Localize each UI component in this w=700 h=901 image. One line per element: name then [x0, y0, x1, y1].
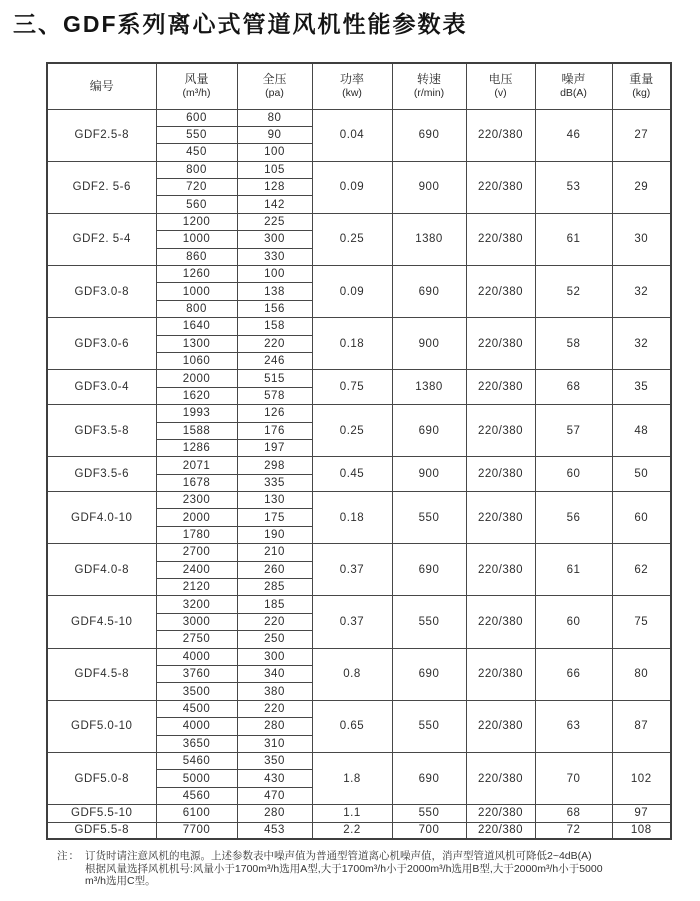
power-cell: 0.37 — [312, 596, 392, 648]
pressure-cell: 300 — [237, 231, 312, 248]
speed-cell: 900 — [392, 161, 466, 213]
pressure-cell: 335 — [237, 474, 312, 491]
pressure-cell: 197 — [237, 439, 312, 456]
table-row — [47, 109, 671, 126]
table-row — [47, 318, 671, 335]
flow-cell: 3000 — [156, 613, 237, 630]
pressure-cell: 220 — [237, 613, 312, 630]
noise-cell: 60 — [535, 457, 612, 492]
voltage-cell: 220/380 — [466, 648, 535, 700]
flow-cell: 7700 — [156, 822, 237, 839]
power-cell: 0.04 — [312, 109, 392, 161]
flow-cell: 1620 — [156, 387, 237, 404]
power-cell: 0.09 — [312, 161, 392, 213]
speed-cell: 690 — [392, 544, 466, 596]
table-row — [47, 266, 671, 283]
col-header-flow — [156, 63, 237, 109]
pressure-cell: 225 — [237, 213, 312, 230]
weight-cell: 32 — [612, 266, 671, 318]
voltage-cell: 220/380 — [466, 805, 535, 822]
power-cell: 0.25 — [312, 213, 392, 265]
col-header-unit: (pa) — [265, 87, 284, 100]
voltage-cell: 220/380 — [466, 109, 535, 161]
pressure-cell: 190 — [237, 526, 312, 543]
table-row — [47, 492, 671, 509]
table-row — [47, 822, 671, 839]
flow-cell: 1780 — [156, 526, 237, 543]
weight-cell: 97 — [612, 805, 671, 822]
pressure-cell: 105 — [237, 161, 312, 178]
model-cell: GDF4.0-8 — [47, 544, 156, 596]
pressure-cell: 100 — [237, 144, 312, 161]
voltage-cell: 220/380 — [466, 822, 535, 839]
flow-cell: 5000 — [156, 770, 237, 787]
voltage-cell: 220/380 — [466, 492, 535, 544]
footnote-line: 根据风量选择风机机号:风量小于1700m³/h选用A型,大于1700m³/h小于2000m³/h选用B型,大于2000m³/h小于5000 — [85, 862, 603, 875]
pressure-cell: 430 — [237, 770, 312, 787]
col-header-weight — [612, 63, 671, 109]
col-header-label: 转速 — [416, 72, 441, 87]
power-cell: 0.09 — [312, 266, 392, 318]
pressure-cell: 515 — [237, 370, 312, 387]
power-cell: 1.1 — [312, 805, 392, 822]
model-cell: GDF3.5-8 — [47, 405, 156, 457]
noise-cell: 68 — [535, 805, 612, 822]
pressure-cell: 210 — [237, 544, 312, 561]
flow-cell: 1640 — [156, 318, 237, 335]
flow-cell: 2750 — [156, 631, 237, 648]
flow-cell: 2400 — [156, 561, 237, 578]
parameter-table — [46, 62, 672, 840]
col-header-unit: (kw) — [342, 87, 362, 100]
flow-cell: 1300 — [156, 335, 237, 352]
flow-cell: 3500 — [156, 683, 237, 700]
model-cell: GDF3.0-6 — [47, 318, 156, 370]
model-cell: GDF5.5-8 — [47, 822, 156, 839]
table-row — [47, 405, 671, 422]
pressure-cell: 80 — [237, 109, 312, 126]
weight-cell: 27 — [612, 109, 671, 161]
flow-cell: 1286 — [156, 439, 237, 456]
table-header — [47, 63, 671, 109]
pressure-cell: 280 — [237, 805, 312, 822]
flow-cell: 720 — [156, 179, 237, 196]
table-row — [47, 648, 671, 665]
pressure-cell: 280 — [237, 718, 312, 735]
power-cell: 0.25 — [312, 405, 392, 457]
speed-cell: 690 — [392, 752, 466, 804]
pressure-cell: 350 — [237, 752, 312, 769]
noise-cell: 60 — [535, 596, 612, 648]
flow-cell: 860 — [156, 248, 237, 265]
pressure-cell: 330 — [237, 248, 312, 265]
pressure-cell: 138 — [237, 283, 312, 300]
flow-cell: 4000 — [156, 718, 237, 735]
model-cell: GDF4.5-10 — [47, 596, 156, 648]
pressure-cell: 185 — [237, 596, 312, 613]
model-cell: GDF3.0-4 — [47, 370, 156, 405]
weight-cell: 87 — [612, 700, 671, 752]
flow-cell: 1000 — [156, 283, 237, 300]
voltage-cell: 220/380 — [466, 370, 535, 405]
footnote-text — [85, 850, 672, 888]
power-cell: 0.18 — [312, 492, 392, 544]
flow-cell: 450 — [156, 144, 237, 161]
weight-cell: 35 — [612, 370, 671, 405]
noise-cell: 57 — [535, 405, 612, 457]
power-cell: 0.37 — [312, 544, 392, 596]
pressure-cell: 220 — [237, 335, 312, 352]
voltage-cell: 220/380 — [466, 318, 535, 370]
noise-cell: 56 — [535, 492, 612, 544]
table-row — [47, 700, 671, 717]
speed-cell: 900 — [392, 457, 466, 492]
flow-cell: 560 — [156, 196, 237, 213]
power-cell: 0.18 — [312, 318, 392, 370]
col-header-model — [47, 63, 156, 109]
col-header-unit: (r/min) — [413, 87, 445, 100]
col-header-label: 噪声 — [561, 72, 586, 87]
flow-cell: 1060 — [156, 352, 237, 369]
pressure-cell: 298 — [237, 457, 312, 474]
flow-cell: 1678 — [156, 474, 237, 491]
weight-cell: 108 — [612, 822, 671, 839]
speed-cell: 550 — [392, 596, 466, 648]
flow-cell: 4000 — [156, 648, 237, 665]
speed-cell: 690 — [392, 648, 466, 700]
pressure-cell: 250 — [237, 631, 312, 648]
noise-cell: 52 — [535, 266, 612, 318]
pressure-cell: 158 — [237, 318, 312, 335]
speed-cell: 1380 — [392, 370, 466, 405]
flow-cell: 5460 — [156, 752, 237, 769]
col-header-unit: (v) — [494, 87, 507, 100]
col-header-label: 重量 — [629, 72, 654, 87]
flow-cell: 4500 — [156, 700, 237, 717]
model-cell: GDF3.5-6 — [47, 457, 156, 492]
speed-cell: 550 — [392, 700, 466, 752]
speed-cell: 550 — [392, 805, 466, 822]
pressure-cell: 285 — [237, 579, 312, 596]
weight-cell: 102 — [612, 752, 671, 804]
model-cell: GDF4.0-10 — [47, 492, 156, 544]
footnote-label: 注： — [57, 850, 80, 862]
flow-cell: 3650 — [156, 735, 237, 752]
weight-cell: 30 — [612, 213, 671, 265]
table-row — [47, 596, 671, 613]
voltage-cell: 220/380 — [466, 266, 535, 318]
voltage-cell: 220/380 — [466, 596, 535, 648]
pressure-cell: 380 — [237, 683, 312, 700]
page-title: 三、GDF系列离心式管道风机性能参数表 — [13, 11, 468, 37]
footnote-line: 订货时请注意风机的电源。上述参数表中噪声值为普通型管道离心机噪声值，消声型管道风机可降低2~4dB(A) — [85, 850, 592, 862]
table-row — [47, 161, 671, 178]
col-header-label: 风量 — [184, 72, 209, 87]
flow-cell: 1588 — [156, 422, 237, 439]
speed-cell: 900 — [392, 318, 466, 370]
power-cell: 0.75 — [312, 370, 392, 405]
noise-cell: 70 — [535, 752, 612, 804]
weight-cell: 62 — [612, 544, 671, 596]
flow-cell: 1200 — [156, 213, 237, 230]
speed-cell: 690 — [392, 266, 466, 318]
pressure-cell: 453 — [237, 822, 312, 839]
pressure-cell: 90 — [237, 126, 312, 143]
pressure-cell: 300 — [237, 648, 312, 665]
noise-cell: 61 — [535, 213, 612, 265]
flow-cell: 1993 — [156, 405, 237, 422]
table-row — [47, 752, 671, 769]
footnote — [57, 850, 672, 888]
noise-cell: 68 — [535, 370, 612, 405]
voltage-cell: 220/380 — [466, 457, 535, 492]
weight-cell: 48 — [612, 405, 671, 457]
speed-cell: 690 — [392, 109, 466, 161]
model-cell: GDF4.5-8 — [47, 648, 156, 700]
col-header-label: 功率 — [339, 72, 364, 87]
voltage-cell: 220/380 — [466, 161, 535, 213]
noise-cell: 53 — [535, 161, 612, 213]
pressure-cell: 578 — [237, 387, 312, 404]
noise-cell: 66 — [535, 648, 612, 700]
voltage-cell: 220/380 — [466, 752, 535, 804]
parameter-table-wrap — [46, 62, 672, 840]
pressure-cell: 220 — [237, 700, 312, 717]
weight-cell: 60 — [612, 492, 671, 544]
col-header-noise — [535, 63, 612, 109]
voltage-cell: 220/380 — [466, 213, 535, 265]
pressure-cell: 246 — [237, 352, 312, 369]
pressure-cell: 470 — [237, 787, 312, 804]
flow-cell: 600 — [156, 109, 237, 126]
noise-cell: 58 — [535, 318, 612, 370]
col-header-power — [312, 63, 392, 109]
weight-cell: 29 — [612, 161, 671, 213]
power-cell: 0.45 — [312, 457, 392, 492]
noise-cell: 63 — [535, 700, 612, 752]
pressure-cell: 128 — [237, 179, 312, 196]
footnote-line: m³/h选用C型。 — [85, 875, 156, 887]
flow-cell: 2300 — [156, 492, 237, 509]
speed-cell: 690 — [392, 405, 466, 457]
flow-cell: 3760 — [156, 666, 237, 683]
table-row — [47, 370, 671, 387]
power-cell: 0.65 — [312, 700, 392, 752]
power-cell: 0.8 — [312, 648, 392, 700]
pressure-cell: 156 — [237, 300, 312, 317]
flow-cell: 6100 — [156, 805, 237, 822]
col-header-unit: (m³/h) — [182, 87, 211, 100]
flow-cell: 800 — [156, 300, 237, 317]
pressure-cell: 142 — [237, 196, 312, 213]
flow-cell: 550 — [156, 126, 237, 143]
table-body — [47, 109, 671, 839]
col-header-unit: dB(A) — [560, 87, 587, 100]
speed-cell: 700 — [392, 822, 466, 839]
col-header-label: 全压 — [262, 72, 287, 87]
table-row — [47, 457, 671, 474]
voltage-cell: 220/380 — [466, 405, 535, 457]
model-cell: GDF5.0-8 — [47, 752, 156, 804]
table-row — [47, 213, 671, 230]
flow-cell: 2120 — [156, 579, 237, 596]
noise-cell: 61 — [535, 544, 612, 596]
weight-cell: 75 — [612, 596, 671, 648]
noise-cell: 46 — [535, 109, 612, 161]
col-header-label: 编号 — [89, 78, 114, 93]
weight-cell: 50 — [612, 457, 671, 492]
voltage-cell: 220/380 — [466, 544, 535, 596]
flow-cell: 2000 — [156, 509, 237, 526]
weight-cell: 32 — [612, 318, 671, 370]
pressure-cell: 100 — [237, 266, 312, 283]
flow-cell: 2071 — [156, 457, 237, 474]
pressure-cell: 310 — [237, 735, 312, 752]
model-cell: GDF2.5-8 — [47, 109, 156, 161]
model-cell: GDF2. 5-6 — [47, 161, 156, 213]
voltage-cell: 220/380 — [466, 700, 535, 752]
model-cell: GDF3.0-8 — [47, 266, 156, 318]
header-row — [47, 63, 671, 109]
flow-cell: 1000 — [156, 231, 237, 248]
speed-cell: 1380 — [392, 213, 466, 265]
col-header-unit: (kg) — [632, 87, 651, 100]
pressure-cell: 340 — [237, 666, 312, 683]
speed-cell: 550 — [392, 492, 466, 544]
col-header-pressure — [237, 63, 312, 109]
flow-cell: 1260 — [156, 266, 237, 283]
model-cell: GDF5.0-10 — [47, 700, 156, 752]
flow-cell: 4560 — [156, 787, 237, 804]
col-header-label: 电压 — [488, 72, 513, 87]
flow-cell: 800 — [156, 161, 237, 178]
table-row — [47, 805, 671, 822]
pressure-cell: 130 — [237, 492, 312, 509]
flow-cell: 3200 — [156, 596, 237, 613]
model-cell: GDF2. 5-4 — [47, 213, 156, 265]
flow-cell: 2700 — [156, 544, 237, 561]
pressure-cell: 175 — [237, 509, 312, 526]
flow-cell: 2000 — [156, 370, 237, 387]
noise-cell: 72 — [535, 822, 612, 839]
weight-cell: 80 — [612, 648, 671, 700]
pressure-cell: 126 — [237, 405, 312, 422]
col-header-voltage — [466, 63, 535, 109]
col-header-speed — [392, 63, 466, 109]
pressure-cell: 176 — [237, 422, 312, 439]
table-row — [47, 544, 671, 561]
power-cell: 1.8 — [312, 752, 392, 804]
model-cell: GDF5.5-10 — [47, 805, 156, 822]
power-cell: 2.2 — [312, 822, 392, 839]
pressure-cell: 260 — [237, 561, 312, 578]
